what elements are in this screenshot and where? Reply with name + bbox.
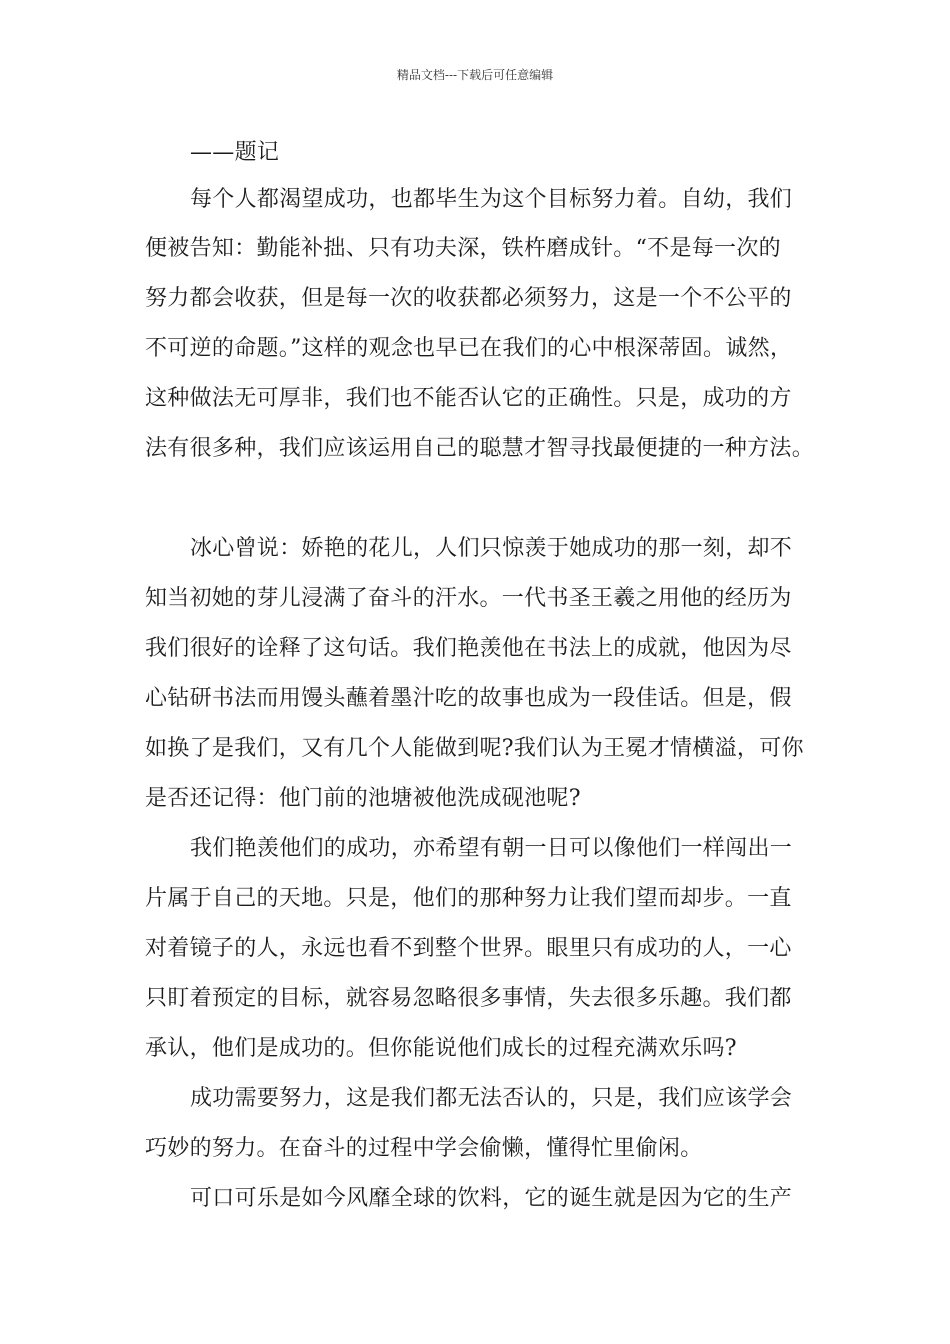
text-line: 对着镜子的人，永远也看不到整个世界。眼里只有成功的人，一心	[145, 936, 792, 961]
text-line: 我们很好的诠释了这句话。我们艳羡他在书法上的成就，他因为尽	[145, 636, 792, 661]
text-line: 每个人都渴望成功，也都毕生为这个目标努力着。自幼，我们	[190, 187, 793, 212]
text-line: 我们艳羡他们的成功，亦希望有朝一日可以像他们一样闯出一	[190, 836, 793, 861]
text-line: 便被告知：勤能补拙、只有功夫深，铁杵磨成针。“不是每一次的	[145, 236, 781, 261]
text-line: 巧妙的努力。在奋斗的过程中学会偷懒，懂得忙里偷闲。	[145, 1136, 703, 1161]
text-line: 只盯着预定的目标，就容易忽略很多事情，失去很多乐趣。我们都	[145, 986, 792, 1011]
text-line: 知当初她的芽儿浸满了奋斗的汗水。一代书圣王羲之用他的经历为	[145, 586, 792, 611]
text-line: 努力都会收获，但是每一次的收获都必须努力，这是一个不公平的	[145, 286, 792, 311]
text-line: 心钻研书法而用馒头蘸着墨汁吃的故事也成为一段佳话。但是，假	[145, 686, 792, 711]
epigraph-attribution: ——题记	[190, 140, 280, 165]
text-line: 可口可乐是如今风靡全球的饮料，它的诞生就是因为它的生产	[190, 1186, 793, 1211]
text-line: 成功需要努力，这是我们都无法否认的，只是，我们应该学会	[190, 1086, 793, 1111]
text-line: 如换了是我们，又有几个人能做到呢?我们认为王冕才情横溢，可你	[145, 736, 804, 761]
text-line: 法有很多种，我们应该运用自己的聪慧才智寻找最便捷的一种方法。	[145, 436, 815, 461]
text-line: 是否还记得：他门前的池塘被他洗成砚池呢?	[145, 786, 581, 811]
text-line: 不可逆的命题。”这样的观念也早已在我们的心中根深蒂固。诚然，	[145, 336, 793, 361]
text-line: 承认，他们是成功的。但你能说他们成长的过程充满欢乐吗?	[145, 1036, 737, 1061]
text-line: 这种做法无可厚非，我们也不能否认它的正确性。只是，成功的方	[145, 386, 792, 411]
text-line: 片属于自己的天地。只是，他们的那种努力让我们望而却步。一直	[145, 886, 792, 911]
page-header: 精品文档---下载后可任意编辑	[396, 68, 554, 82]
text-line: 冰心曾说：娇艳的花儿，人们只惊羡于她成功的那一刻，却不	[190, 536, 793, 561]
